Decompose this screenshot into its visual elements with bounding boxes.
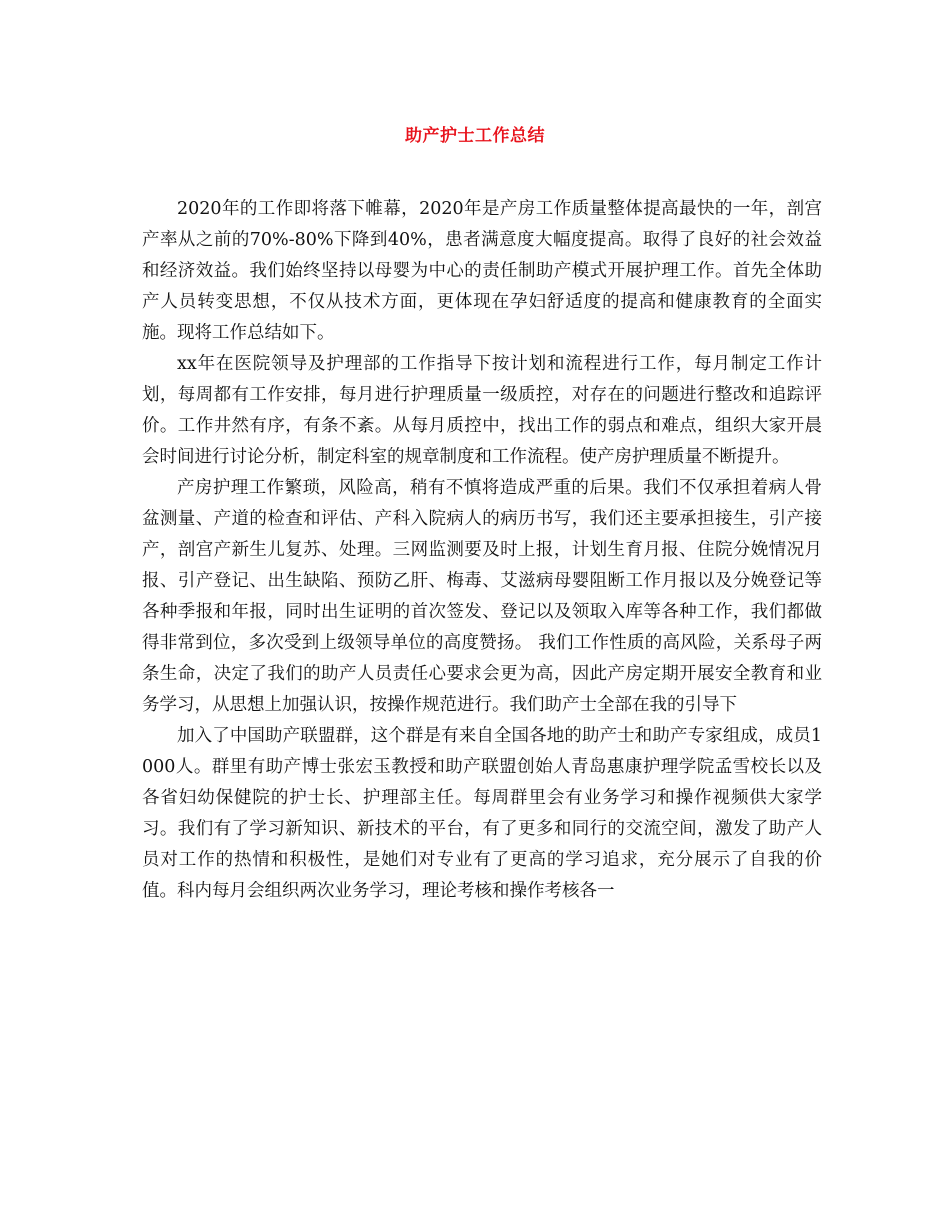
document-title: 助产护士工作总结 (405, 126, 545, 146)
paragraph: 加入了中国助产联盟群，这个群是有来自全国各地的助产士和助产专家组成，成员1000人。群里有助产博士张宏玉教授和助产联盟创始人青岛惠康护理学院孟雪校长以及各省妇幼保健院的护士长、护理部主任。每周群里会有业务学习和操作视频供大家学习。我们有了学习新知识、新技术的平台，有了更多和同行的交流空间，激发了助产人员对工作的热情和积极性，是她们对专业有了更高的学习追求，充分展示了自我的价值。科内每月会组织两次业务学习，理论考核和操作考核各一 (142, 726, 822, 901)
paragraph: 产房护理工作繁琐，风险高，稍有不慎将造成严重的后果。我们不仅承担着病人骨盆测量、产道的检查和评估、产科入院病人的病历书写，我们还主要承担接生，引产接产，剖宫产新生儿复苏、处理。三网监测要及时上报，计划生育月报、住院分娩情况月报、引产登记、出生缺陷、预防乙肝、梅毒、艾滋病母婴阻断工作月报以及分娩登记等各种季报和年报，同时出生证明的首次签发、登记以及领取入库等各种工作，我们都做得非常到位，多次受到上级领导单位的高度赞扬。 我们工作性质的高风险，关系母子两条生命，决定了我们的助产人员责任心要求会更为高，因此产房定期开展安全教育和业务学习，从思想上加强认识，按操作规范进行。我们助产士全部在我的引导下 (142, 478, 822, 715)
document-body (142, 194, 822, 907)
paragraph: xx年在医院领导及护理部的工作指导下按计划和流程进行工作，每月制定工作计划，每周都有工作安排，每月进行护理质量一级质控，对存在的问题进行整改和追踪评价。工作井然有序，有条不紊。从每月质控中，找出工作的弱点和难点，组织大家开晨会时间进行讨论分析，制定科室的规章制度和工作流程。使产房护理质量不断提升。 (142, 354, 822, 467)
paragraph: 2020年的工作即将落下帷幕，2020年是产房工作质量整体提高最快的一年，剖宫产率从之前的70%-80%下降到40%，患者满意度大幅度提高。取得了良好的社会效益和经济效益。我们始终坚持以母婴为中心的责任制助产模式开展护理工作。首先全体助产人员转变思想，不仅从技术方面，更体现在孕妇舒适度的提高和健康教育的全面实施。现将工作总结如下。 (142, 199, 822, 343)
